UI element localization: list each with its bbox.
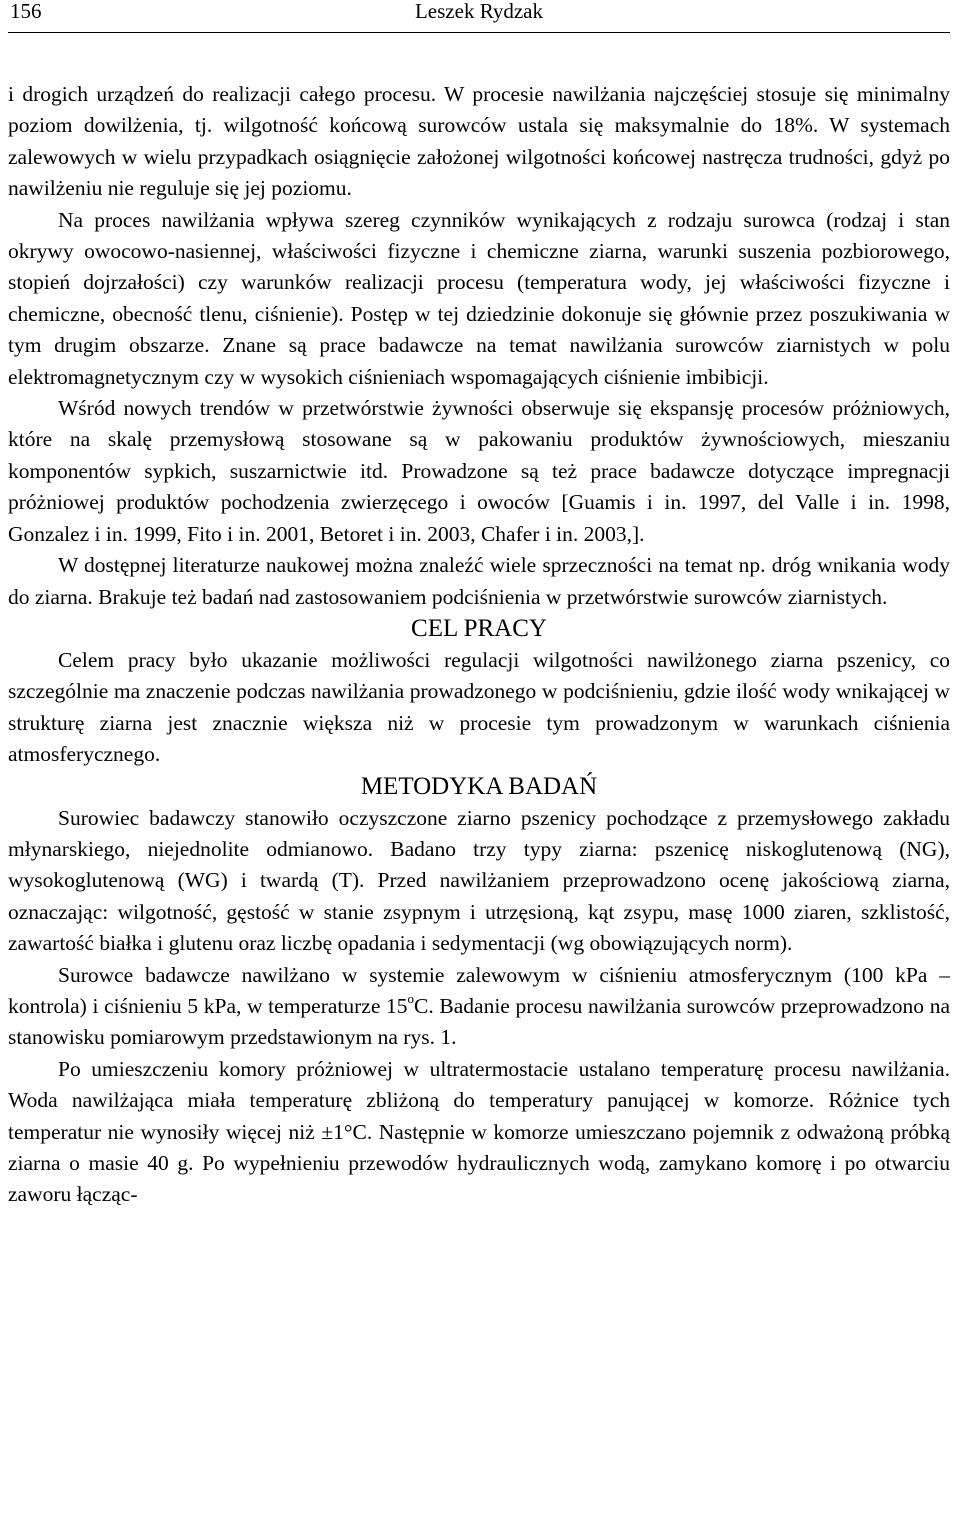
page-number: 156 <box>10 0 42 23</box>
paragraph-metodyka-2-end: C. Badanie procesu nawilżania surowców przeprowadzono na stanowisku pomiarowym przedstawionym na rys. 1. <box>8 993 950 1050</box>
paragraph-intro-2: Na proces nawilżania wpływa szereg czynników wynikających z rodzaju surowca (rodzaj i stan okrywy owocowo-nasiennej, właściwości fizyczne i chemiczne ziarna, warunki suszenia pozbiorowego, stopień dojrzałości) czy warunków realizacji procesu (temperatura wody, jej właściwości fizyczne i chemiczne, obecność tlenu, ciśnienie). Postęp w tej dziedzinie dokonuje się głównie przez poszukiwania w tym drugim obszarze. Znane są prace badawcze na temat nawilżania surowców ziarnistych w polu elektromagnetycznym czy w wysokich ciśnieniach wspomagających ciśnienie imbibicji. <box>8 207 950 389</box>
section-heading-cel-pracy: CEL PRACY <box>411 614 547 642</box>
paragraph-metodyka-3: Po umieszczeniu komory próżniowej w ultratermostacie ustalano temperaturę procesu nawilżania. Woda nawilżająca miała temperaturę zbliżoną do temperatury panującej w komorze. Różnice tych temperatur nie wynosiły więcej niż ±1°C. Następnie w komorze umieszczano pojemnik z odważoną próbką ziarna o masie 40 g. Po wypełnieniu przewodów hydraulicznych wodą, zamykano komorę i po otwarciu zaworu łącząc- <box>8 1056 950 1207</box>
running-header <box>8 0 950 33</box>
paragraph-metodyka-2 <box>8 960 950 1054</box>
paragraph-intro-4: W dostępnej literaturze naukowej można znaleźć wiele sprzeczności na temat np. dróg wnikania wody do ziarna. Brakuje też badań nad zastosowaniem podciśnienia w przetwórstwie surowców ziarnistych. <box>8 553 950 609</box>
running-header-author: Leszek Rydzak <box>414 0 544 23</box>
paragraph-cel-pracy: Celem pracy było ukazanie możliwości regulacji wilgotności nawilżonego ziarna pszenicy, co szczególnie ma znaczenie podczas nawilżania prowadzonego w podciśnieniu, gdzie ilość wody wnikającej w strukturę ziarna jest znacznie większa niż w procesie tym prowadzonym w warunkach ciśnienia atmosferycznego. <box>8 647 950 767</box>
paragraph-intro-1: i drogich urządzeń do realizacji całego procesu. W procesie nawilżania najczęściej stosuje się minimalny poziom dowilżenia, tj. wilgotność końcową surowców ustala się maksymalnie do 18%. W systemach zalewowych w wielu przypadkach osiągnięcie założonej wilgotności końcowej nastręcza trudności, gdyż po nawilżeniu nie reguluje się jej poziomu. <box>8 82 950 201</box>
degree-superscript: o <box>407 990 415 1006</box>
paragraph-intro-3: Wśród nowych trendów w przetwórstwie żywności obserwuje się ekspansję procesów próżniowych, które na skalę przemysłową stosowane są w pakowaniu produktów żywnościowych, mieszaniu komponentów sypkich, suszarnictwie itd. Prowadzone są też prace badawcze dotyczące impregnacji próżniowej produktów pochodzenia zwierzęcego i owoców [Guamis i in. 1997, del Valle i in. 1998, Gonzalez i in. 1999, Fito i in. 2001, Betoret i in. 2003, Chafer i in. 2003,]. <box>8 396 950 546</box>
body-text <box>8 79 950 1211</box>
section-heading-metodyka: METODYKA BADAŃ <box>360 772 598 800</box>
paragraph-metodyka-2-start: Surowce badawcze nawilżano w systemie zalewowym w ciśnieniu atmosferycznym (100 kPa – kontrola) i ciśnieniu 5 kPa, w temperaturze 15 <box>8 962 950 1018</box>
paragraph-metodyka-1: Surowiec badawczy stanowiło oczyszczone ziarno pszenicy pochodzące z przemysłowego zakładu młynarskiego, niejednolite odmianowo. Badano trzy typy ziarna: pszenicę niskoglutenową (NG), wysokoglutenową (WG) i twardą (T). Przed nawilżaniem przeprowadzono ocenę jakościową ziarna, oznaczając: wilgotność, gęstość w stanie zsypnym i utrzęsioną, kąt zsypu, masę 1000 ziaren, szklistość, zawartość białka i glutenu oraz liczbę opadania i sedymentacji (wg obowiązujących norm). <box>8 805 950 956</box>
